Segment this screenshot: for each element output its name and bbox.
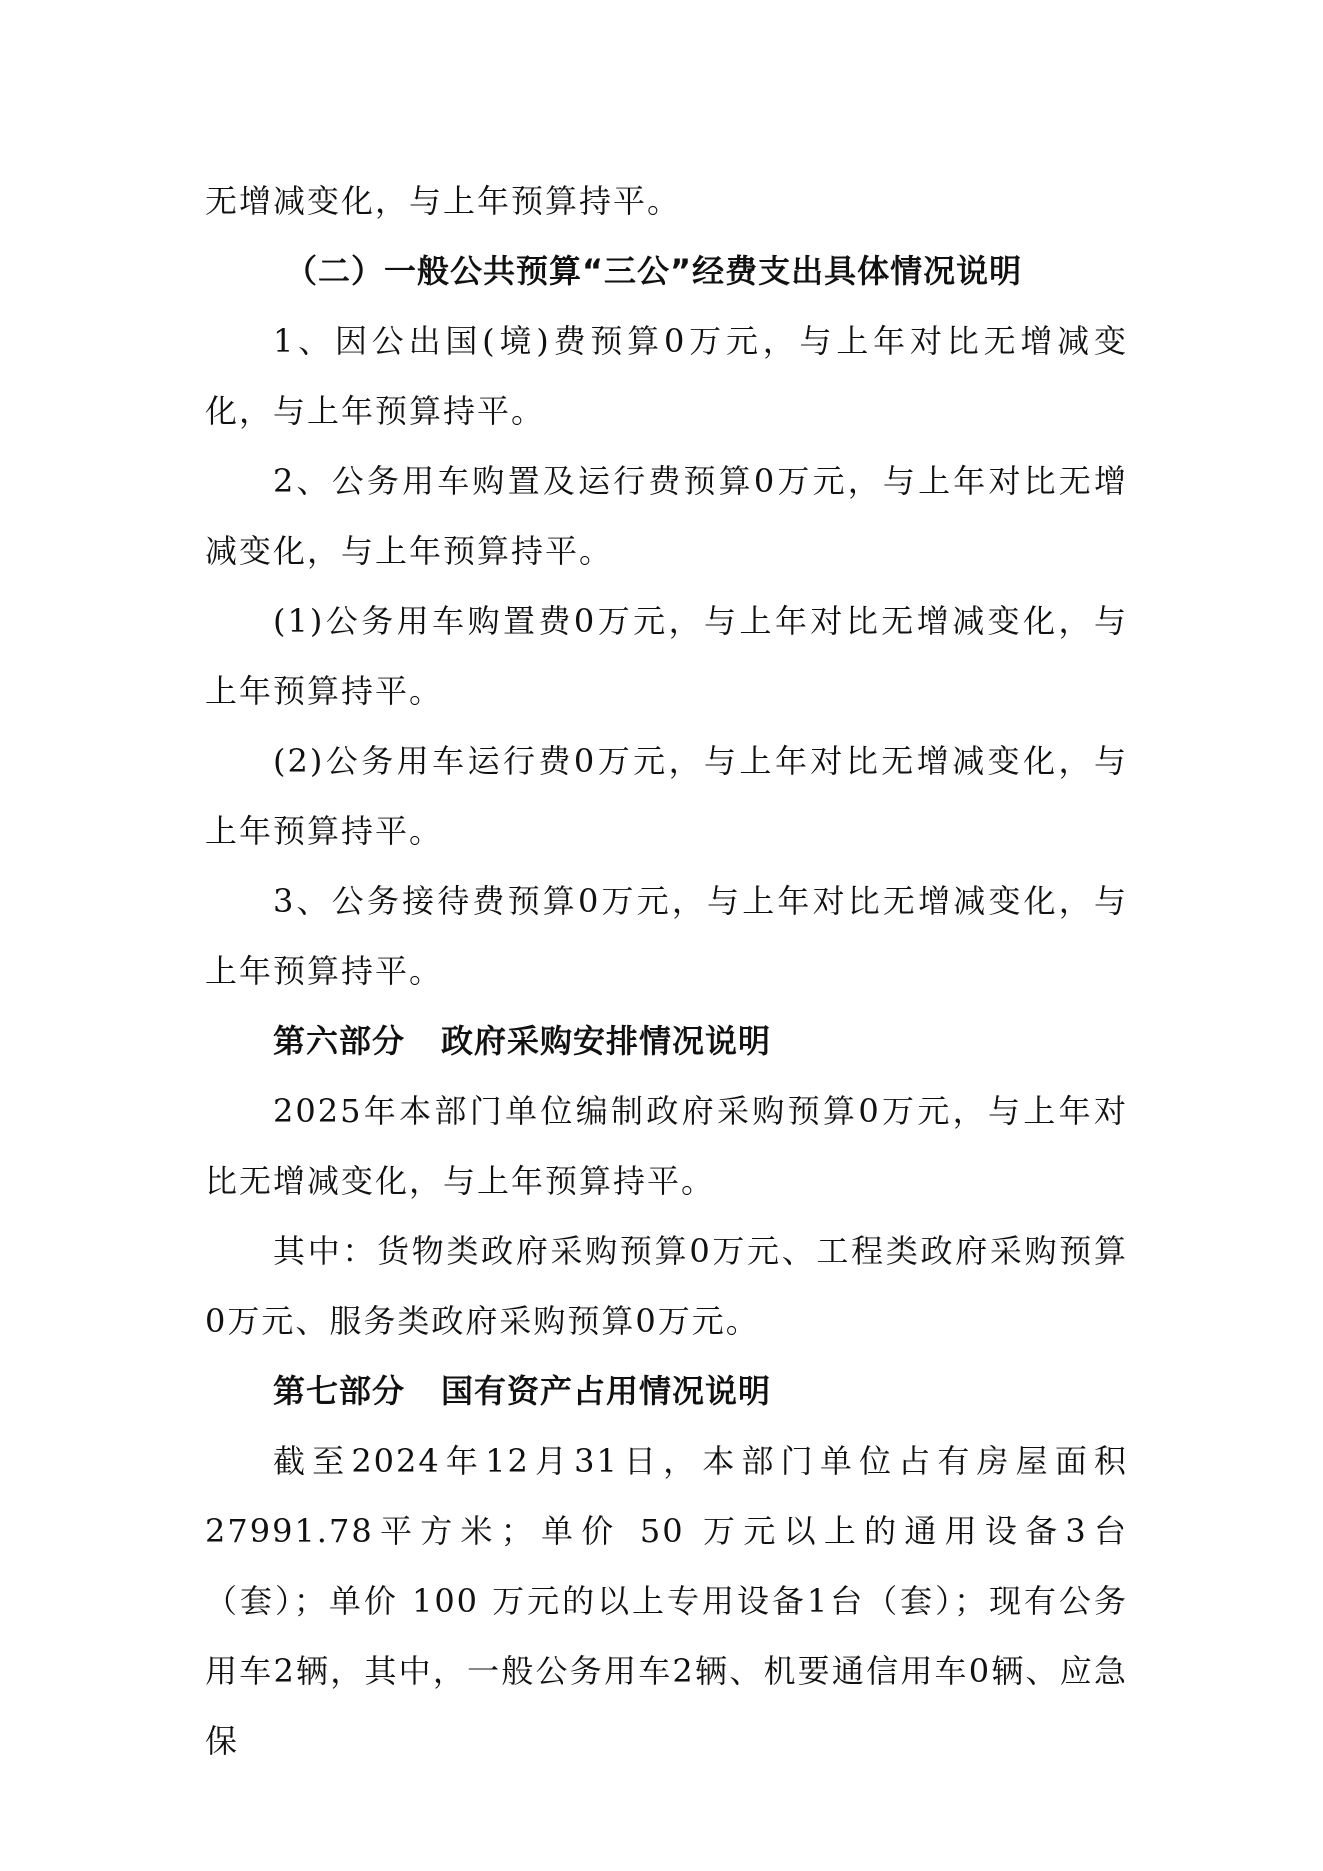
paragraph-procurement-breakdown: 其中：货物类政府采购预算0万元、工程类政府采购预算0万元、服务类政府采购预算0万元。 [205, 1232, 1128, 1340]
paragraph-continuation: 无增减变化，与上年预算持平。 [205, 182, 682, 220]
part-seven-label: 第七部分 [273, 1372, 406, 1410]
paragraph-official-vehicles: 2、公务用车购置及运行费预算0万元，与上年对比无增减变化，与上年预算持平。 [205, 462, 1128, 570]
part-six-title: 政府采购安排情况说明 [441, 1022, 772, 1060]
paragraph-vehicle-purchase: (1)公务用车购置费0万元，与上年对比无增减变化，与上年预算持平。 [205, 602, 1128, 710]
section-heading-three-public-expenses: （二）一般公共预算“三公”经费支出具体情况说明 [285, 252, 1023, 290]
document-body [205, 166, 1128, 1776]
paragraph-overseas-travel: 1、因公出国(境)费预算0万元，与上年对比无增减变化，与上年预算持平。 [205, 322, 1128, 430]
paragraph-official-reception: 3、公务接待费预算0万元，与上年对比无增减变化，与上年预算持平。 [205, 882, 1128, 990]
part-six-heading [205, 1006, 1128, 1076]
paragraph-vehicle-operation: (2)公务用车运行费0万元，与上年对比无增减变化，与上年预算持平。 [205, 742, 1128, 850]
paragraph-state-assets: 截至2024年12月31日，本部门单位占有房屋面积27991.78平方米；单价 50 万元以上的通用设备3台（套）；单价 100 万元的以上专用设备1台（套）；现有公务用车2辆，其中，一般公务用车2辆、机要通信用车0辆、应急保 [205, 1442, 1128, 1760]
part-seven-title: 国有资产占用情况说明 [441, 1372, 772, 1410]
part-six-label: 第六部分 [273, 1022, 406, 1060]
paragraph-procurement-budget: 2025年本部门单位编制政府采购预算0万元，与上年对比无增减变化，与上年预算持平。 [205, 1092, 1128, 1200]
part-seven-heading [205, 1356, 1128, 1426]
